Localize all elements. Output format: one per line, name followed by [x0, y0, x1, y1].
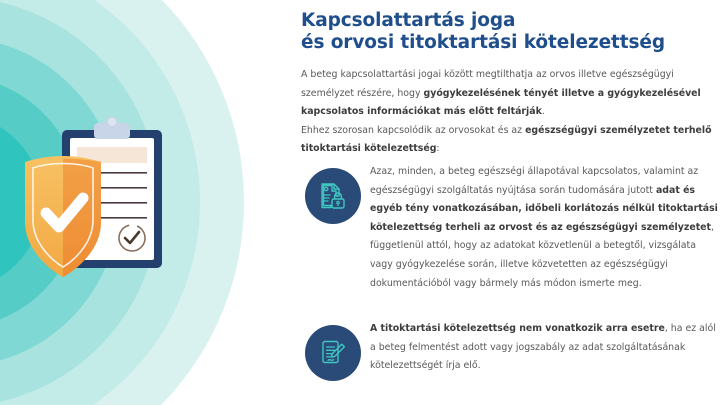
intro-p1-text-a: A beteg kapcsolattartási jogai között megtilthatja az orvos illetve egészségügyi személyzet részére, hogy — [301, 69, 674, 99]
bullet-2-emphasis: A titoktartási kötelezettség nem vonatkozik arra esetre — [370, 323, 665, 334]
page-title-line-1: Kapcsolattartás joga — [301, 10, 516, 31]
list-item-text — [370, 320, 719, 376]
document-lock-icon — [305, 168, 361, 224]
page-title — [301, 10, 719, 53]
content-column — [300, 0, 720, 405]
intro-p2-emphasis: egészségügyi személyzetet terhelő titoktartási kötelezettség — [301, 124, 712, 155]
bullet-1-text-a: Azaz, minden, a beteg egészségi állapotával kapcsolatos, valamint az egészségügyi szolgáltatás nyújtása során tudomására jutott — [370, 166, 699, 196]
list-item-text — [370, 163, 719, 293]
document-pen-icon — [305, 325, 361, 381]
intro-p1-emphasis: gyógykezelésének tényét illetve a gyógykezelésével kapcsolatos információkat más előtt feltárják — [301, 87, 701, 118]
intro-p2-text-b: : — [436, 143, 440, 155]
page-title-line-2: és orvosi titoktartási kötelezettség — [301, 31, 666, 53]
intro-p2-text-a: Ehhez szorosan kapcsolódik az orvosokat és az — [301, 124, 526, 136]
bullet-1-emphasis: adat és egyéb tény vonatkozásában, időbeli korlátozás nélkül titoktartási kötelezettség terheli az orvost és az egészségügyi személyzetet — [370, 184, 718, 233]
intro-paragraphs — [301, 66, 717, 159]
shield-clipboard-illustration — [10, 110, 190, 300]
intro-p1-text-b: . — [541, 106, 545, 118]
bullet-1-text-b: , függetlenül attól, hogy az adatokat közvetlenül a betegtől, vizsgálata vagy gyógykezelése során, illetve közvetetten az egészségügyi dokumentációból vagy bármely más módon ismerte meg. — [370, 221, 715, 289]
bullet-2-text-b: , ha ez alól a beteg felmentést adott vagy jogszabály az adat szolgáltatásának kötelezettségét írja elő. — [370, 323, 716, 372]
